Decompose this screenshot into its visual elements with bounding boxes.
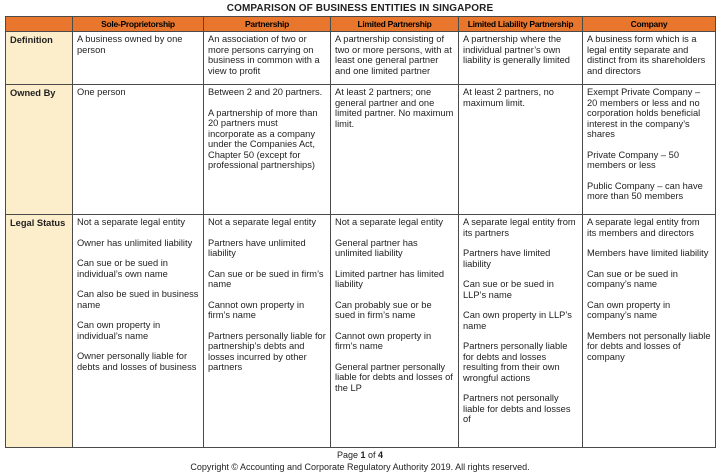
page-label: Page [336,450,358,460]
cell-paragraph: An association of two or more persons carrying on business in common with a view to profit [208,34,320,76]
column-header-limited-partnership: Limited Partnership [331,17,459,32]
cell-paragraph: Can sue or be sued in LLP’s name [463,279,554,300]
header-row [6,17,716,32]
page-number: 1 [360,450,366,460]
cell-definition-limited-partnership [331,32,459,85]
cell-paragraph: One person [77,87,126,97]
cell-paragraph: Exempt Private Company – 20 members or less and no corporation holds beneficial interest in the company’s shares [587,87,701,139]
cell-paragraph: A business form which is a legal entity separate and distinct from its shareholders and directors [587,34,706,76]
cell-paragraph: Can probably sue or be sued in firm’s name [335,299,432,320]
comparison-table [5,16,716,448]
page-footer [0,450,720,472]
cell-paragraph: A partnership of more than 20 partners must incorporate as a company under the Companies Act, Chapter 50 (except for professional partnerships) [208,107,318,170]
cell-paragraph: General partner personally liable for debts and losses of the LP [335,361,453,393]
cell-legal-status-partnership [204,215,331,448]
cell-paragraph: A partnership consisting of two or more persons, with at least one general partner and one limited partner [335,34,452,76]
row-label-definition: Definition [6,32,73,85]
cell-paragraph: Not a separate legal entity [77,217,186,227]
cell-paragraph: Can sue or be sued in firm’s name [208,268,324,289]
cell-paragraph: Partners personally liable for partnership’s debts and losses incurred by other partners [208,330,326,372]
column-header-sole-proprietorship: Sole-Proprietorship [73,17,204,32]
cell-paragraph: Can own property in company’s name [587,299,671,320]
page-total: 4 [378,450,384,460]
page-of-label: of [368,450,376,460]
cell-paragraph: Partners have unlimited liability [208,237,306,258]
cell-paragraph: Can also be sued in business name [77,289,199,310]
cell-definition-company [583,32,716,85]
cell-definition-sole-proprietorship [73,32,204,85]
cell-paragraph: Not a separate legal entity [208,217,317,227]
table-row-owned-by [6,85,716,215]
cell-paragraph: A business owned by one person [77,34,183,55]
cell-paragraph: Private Company – 50 members or less [587,149,679,170]
cell-owned-by-partnership [204,85,331,215]
cell-legal-status-limited-partnership [331,215,459,448]
cell-paragraph: Members not personally liable for debts and losses of company [587,330,711,362]
table-row-legal-status [6,215,716,448]
cell-paragraph: At least 2 partners; one general partner and one limited partner. No maximum limit. [335,87,454,129]
row-label-legal-status: Legal Status [6,215,73,448]
cell-definition-partnership [204,32,331,85]
cell-paragraph: Members have limited liability [587,248,709,258]
cell-owned-by-limited-partnership [331,85,459,215]
cell-paragraph: Can own property in individual’s name [77,320,161,341]
cell-paragraph: A separate legal entity from its partners [463,217,576,238]
column-header-partnership: Partnership [204,17,331,32]
cell-paragraph: At least 2 partners, no maximum limit. [463,87,554,108]
cell-owned-by-company [583,85,716,215]
cell-definition-limited-liability-partnership [459,32,583,85]
cell-paragraph: Partners not personally liable for debts and losses of [463,393,571,424]
cell-legal-status-company [583,215,716,448]
cell-paragraph: Limited partner has limited liability [335,268,445,289]
cell-paragraph: Partners personally liable for debts and losses resulting from their own wrongful actions [463,341,568,383]
cell-paragraph: Between 2 and 20 partners. [208,87,323,97]
row-label-owned-by: Owned By [6,85,73,215]
page-number-line [0,450,720,460]
cell-paragraph: Owner personally liable for debts and losses of business [77,351,197,372]
copyright-text: Copyright © Accounting and Corporate Regulatory Authority 2019. All rights reserved. [190,462,530,472]
cell-paragraph: Cannot own property in firm’s name [335,330,432,351]
cell-paragraph: Can sue or be sued in company’s name [587,268,678,289]
cell-paragraph: Public Company – can have more than 50 members [587,180,703,201]
cell-owned-by-limited-liability-partnership [459,85,583,215]
cell-paragraph: Not a separate legal entity [335,217,444,227]
cell-legal-status-sole-proprietorship [73,215,204,448]
cell-legal-status-limited-liability-partnership [459,215,583,448]
table-row-definition [6,32,716,85]
column-header-blank [6,17,73,32]
column-header-limited-liability-partnership: Limited Liability Partnership [459,17,583,32]
cell-paragraph: Partners have limited liability [463,248,551,269]
cell-paragraph: A separate legal entity from its members and directors [587,217,700,238]
column-header-company: Company [583,17,716,32]
cell-paragraph: Can sue or be sued in individual’s own name [77,258,168,279]
cell-paragraph: General partner has unlimited liability [335,237,418,258]
cell-owned-by-sole-proprietorship [73,85,204,215]
cell-paragraph: Owner has unlimited liability [77,237,193,248]
cell-paragraph: Cannot own property in firm’s name [208,299,305,320]
cell-paragraph: A partnership where the individual partner’s own liability is generally limited [463,34,570,65]
page-title: COMPARISON OF BUSINESS ENTITIES IN SINGAPORE [226,3,494,14]
cell-paragraph: Can own property in LLP’s name [463,310,572,331]
